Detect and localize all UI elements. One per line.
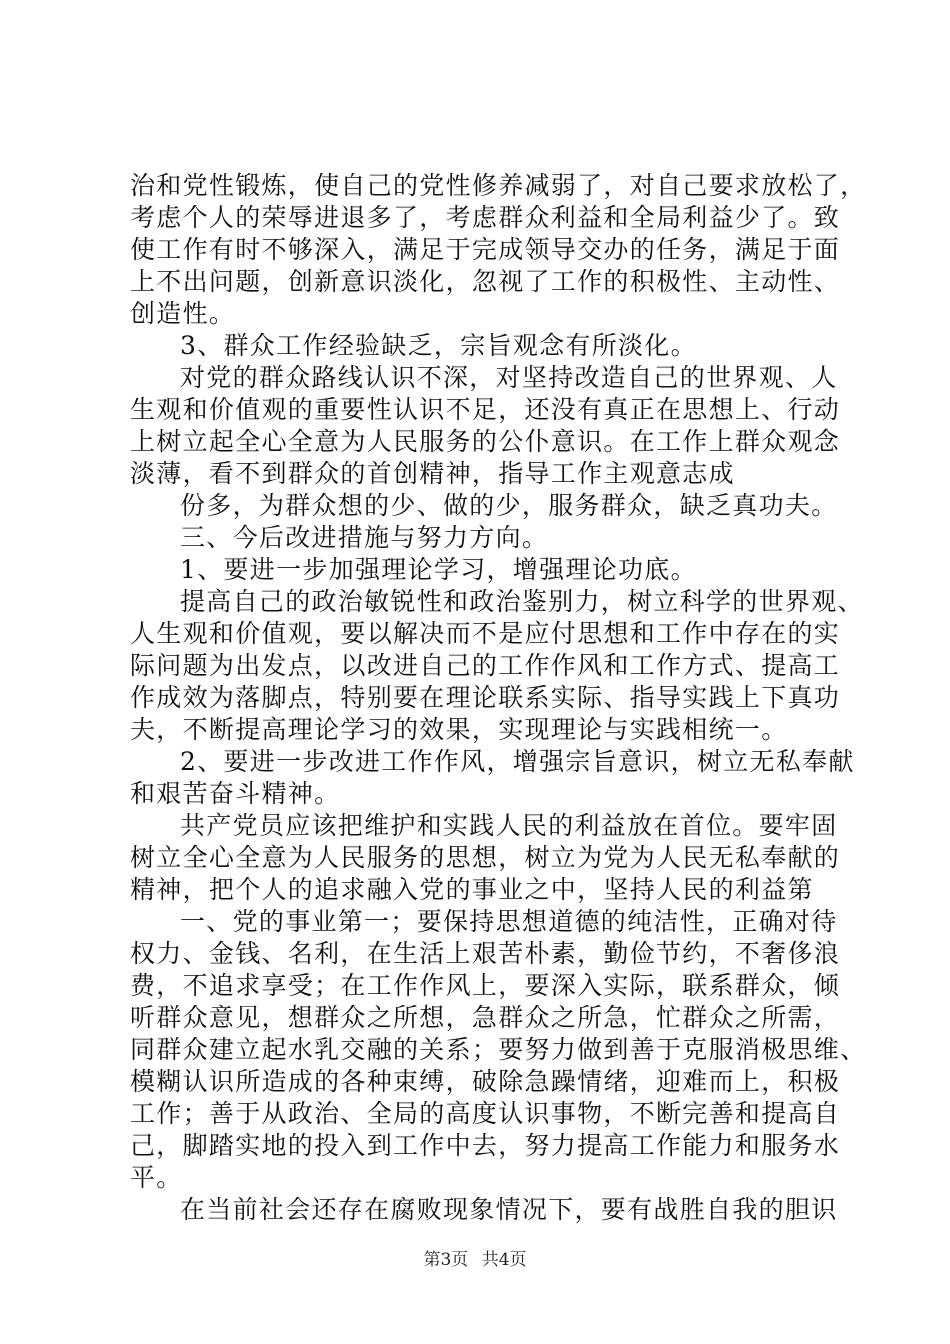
- text-line: 创造性。: [130, 299, 236, 328]
- text-line: 权力、金钱、名利，在生活上艰苦朴素，勤俭节约，不奢侈浪: [130, 939, 841, 968]
- text-line: 际问题为出发点，以改进自己的工作作风和工作方式、提高工: [130, 651, 841, 680]
- text-line: 份多，为群众想的少、做的少，服务群众，缺乏真功夫。: [180, 491, 838, 520]
- text-line: 树立全心全意为人民服务的思想，树立为党为人民无私奉献的: [130, 843, 841, 872]
- text-line: 1、要进一步加强理论学习，增强理论功底。: [180, 555, 697, 584]
- text-line: 模糊认识所造成的各种束缚，破除急躁情绪，迎难而上，积极: [130, 1067, 841, 1096]
- text-line: 淡薄，看不到群众的首创精神，指导工作主观意志成: [130, 459, 735, 488]
- text-line: 治和党性锻炼，使自己的党性修养减弱了，对自己要求放松了，: [130, 171, 867, 200]
- text-line: 2、要进一步改进工作作风，增强宗旨意识，树立无私奉献: [180, 747, 855, 776]
- text-line: 共产党员应该把维护和实践人民的利益放在首位。要牢固: [180, 811, 838, 840]
- text-line: 作成效为落脚点，特别要在理论联系实际、指导实践上下真功: [130, 683, 841, 712]
- text-line: 己，脚踏实地的投入到工作中去，努力提高工作能力和服务水: [130, 1131, 841, 1160]
- page-footer: [0, 1245, 950, 1270]
- text-line: 费，不追求享受；在工作作风上，要深入实际，联系群众，倾: [130, 971, 841, 1000]
- text-line: 提高自己的政治敏锐性和政治鉴别力，树立科学的世界观、: [180, 587, 864, 616]
- text-line: 精神，把个人的追求融入党的事业之中，坚持人民的利益第: [130, 875, 814, 904]
- text-line: 和艰苦奋斗精神。: [130, 779, 341, 808]
- text-line: 在当前社会还存在腐败现象情况下，要有战胜自我的胆识: [180, 1195, 838, 1224]
- page-number: 第3页: [423, 1250, 469, 1270]
- text-line: 同群众建立起水乳交融的关系；要努力做到善于克服消极思维、: [130, 1035, 867, 1064]
- text-line: 生观和价值观的重要性认识不足，还没有真正在思想上、行动: [130, 395, 841, 424]
- text-line: 上树立起全心全意为人民服务的公仆意识。在工作上群众观念: [130, 427, 841, 456]
- document-body: [130, 170, 867, 1226]
- text-line: 平。: [130, 1163, 183, 1192]
- text-line: 使工作有时不够深入，满足于完成领导交办的任务，满足于面: [130, 235, 841, 264]
- text-line: 一、党的事业第一；要保持思想道德的纯洁性，正确对待: [180, 907, 838, 936]
- text-line: 听群众意见，想群众之所想，急群众之所急，忙群众之所需，: [130, 1003, 841, 1032]
- text-line: 夫，不断提高理论学习的效果，实现理论与实践相统一。: [130, 715, 788, 744]
- text-line: 人生观和价值观，要以解决而不是应付思想和工作中存在的实: [130, 619, 841, 648]
- text-line: 工作；善于从政治、全局的高度认识事物，不断完善和提高自: [130, 1099, 841, 1128]
- text-line: 3、群众工作经验缺乏，宗旨观念有所淡化。: [180, 331, 697, 360]
- page-total: 共4页: [481, 1250, 527, 1270]
- text-line: 对党的群众路线认识不深，对坚持改造自己的世界观、人: [180, 363, 838, 392]
- text-line: 上不出问题，创新意识淡化，忽视了工作的积极性、主动性、: [130, 267, 841, 296]
- text-line: 考虑个人的荣辱进退多了，考虑群众利益和全局利益少了。致: [130, 203, 841, 232]
- text-line: 三、今后改进措施与努力方向。: [180, 523, 549, 552]
